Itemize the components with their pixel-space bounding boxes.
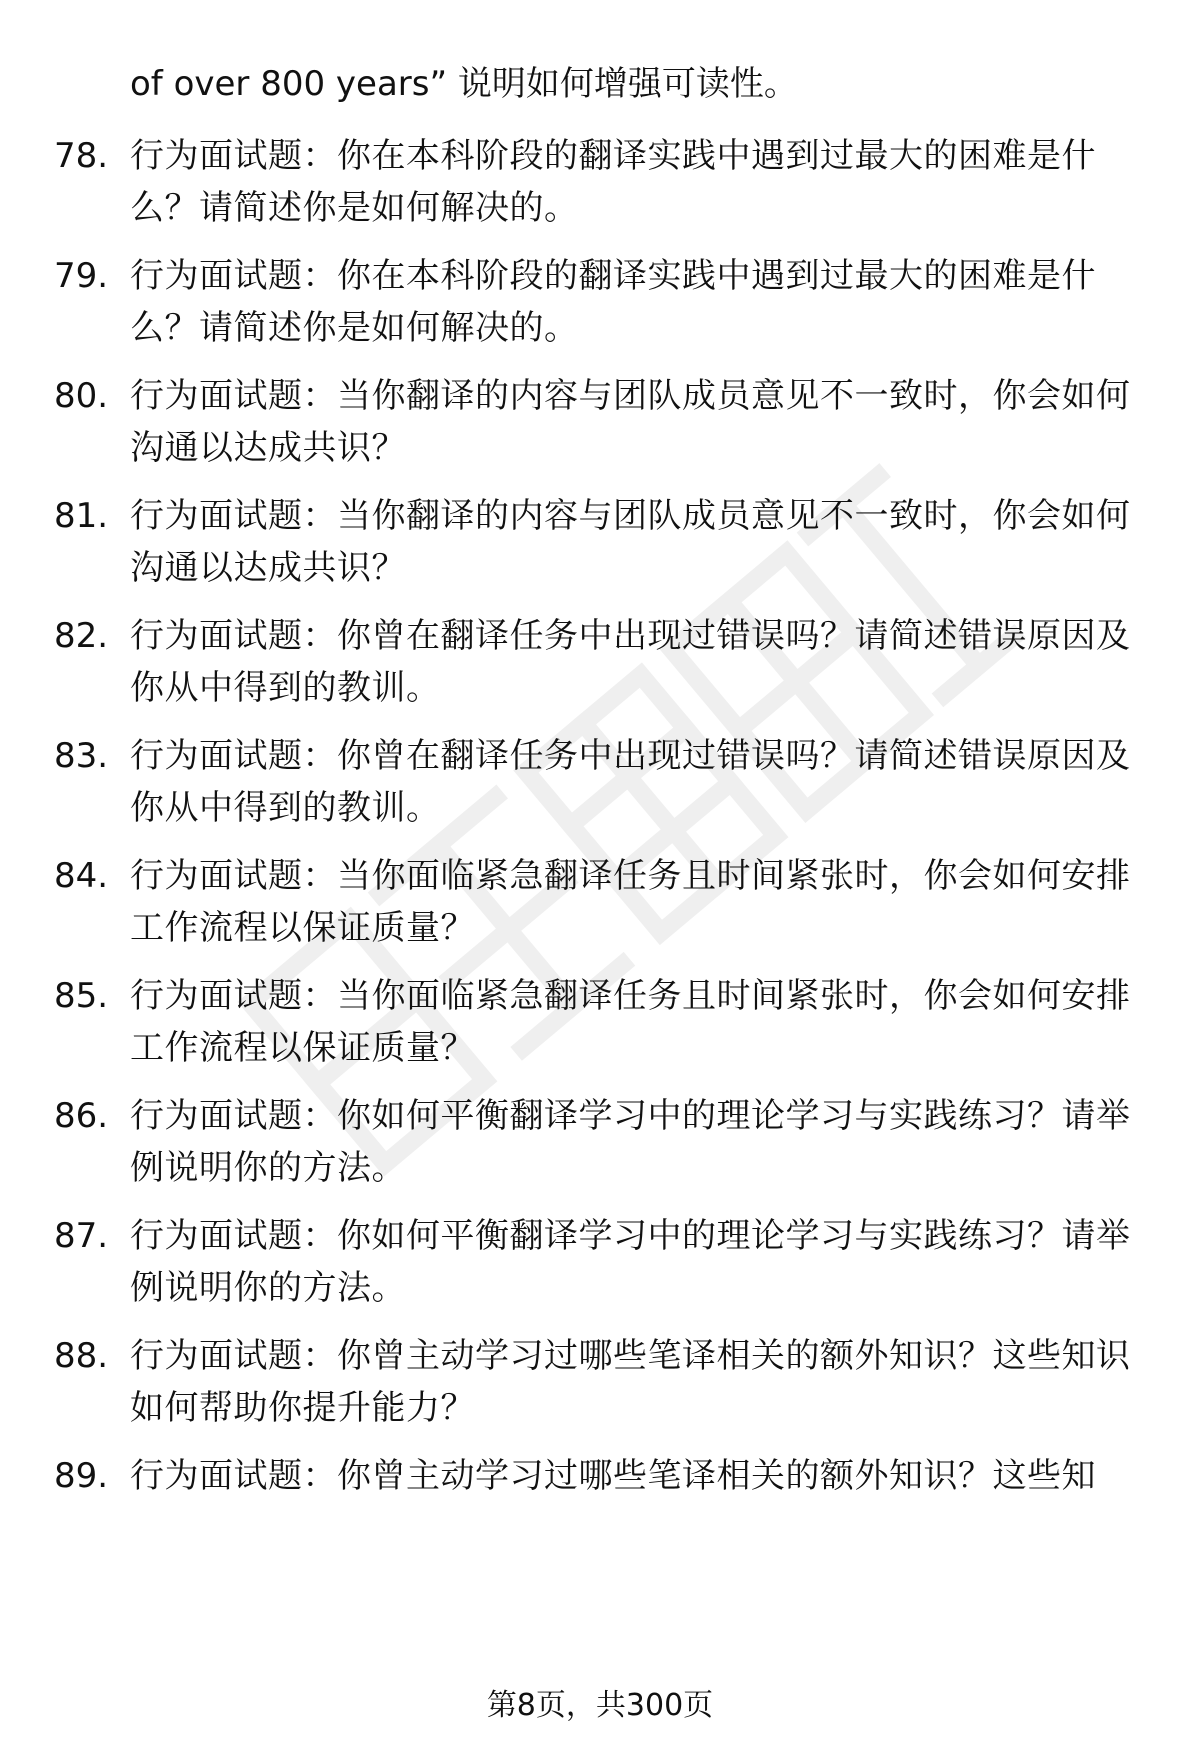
question-number: 85. [54, 976, 109, 1016]
question-text: 行为面试题：当你面临紧急翻译任务且时间紧张时，你会如何安排工作流程以保证质量？ [130, 976, 1131, 1068]
question-text: 行为面试题：当你面临紧急翻译任务且时间紧张时，你会如何安排工作流程以保证质量？ [130, 856, 1131, 948]
question-text: 行为面试题：你在本科阶段的翻译实践中遇到过最大的困难是什么？请简述你是如何解决的。 [130, 136, 1096, 228]
question-number: 82. [54, 616, 109, 656]
question-number: 78. [54, 136, 109, 176]
question-number: 83. [54, 736, 109, 776]
question-text: 行为面试题：你如何平衡翻译学习中的理论学习与实践练习？请举例说明你的方法。 [130, 1216, 1131, 1308]
question-text: 行为面试题：你曾主动学习过哪些笔译相关的额外知识？这些知 [130, 1456, 1096, 1496]
question-number: 84. [54, 856, 109, 896]
question-number: 87. [54, 1216, 109, 1256]
question-text: 行为面试题：你曾在翻译任务中出现过错误吗？请简述错误原因及你从中得到的教训。 [130, 616, 1131, 708]
question-text: 行为面试题：你曾在翻译任务中出现过错误吗？请简述错误原因及你从中得到的教训。 [130, 736, 1131, 828]
question-text: 行为面试题：当你翻译的内容与团队成员意见不一致时，你会如何沟通以达成共识？ [130, 376, 1131, 468]
continued-question-text: of over 800 years” 说明如何增强可读性。 [130, 64, 798, 104]
question-text: 行为面试题：当你翻译的内容与团队成员意见不一致时，你会如何沟通以达成共识？ [130, 496, 1131, 588]
question-text: 行为面试题：你在本科阶段的翻译实践中遇到过最大的困难是什么？请简述你是如何解决的。 [130, 256, 1096, 348]
question-number: 81. [54, 496, 109, 536]
page-footer: 第8页，共300页 [486, 1688, 714, 1723]
question-number: 86. [54, 1096, 109, 1136]
question-text: 行为面试题：你如何平衡翻译学习中的理论学习与实践练习？请举例说明你的方法。 [130, 1096, 1131, 1188]
question-number: 79. [54, 256, 109, 296]
question-number: 88. [54, 1336, 109, 1376]
question-text: 行为面试题：你曾主动学习过哪些笔译相关的额外知识？这些知识如何帮助你提升能力？ [130, 1336, 1131, 1428]
question-number: 80. [54, 376, 109, 416]
question-number: 89. [54, 1456, 109, 1496]
